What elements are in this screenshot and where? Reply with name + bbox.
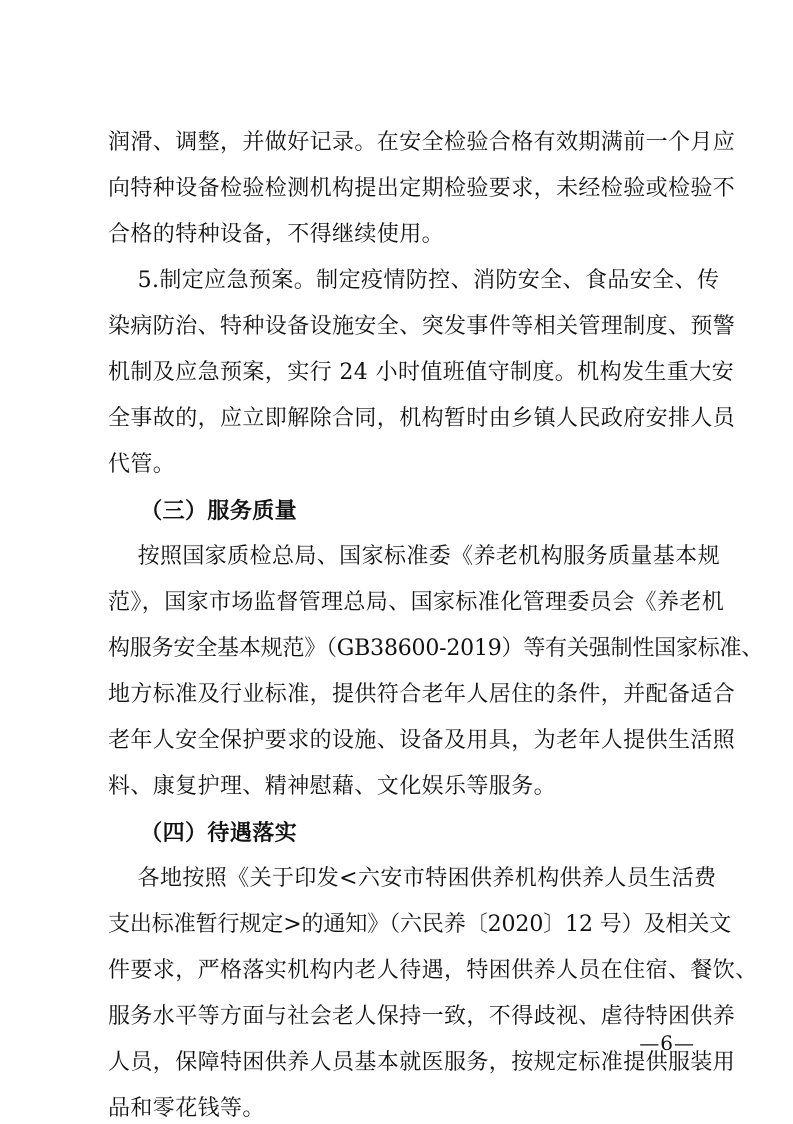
- body-text-line: 构服务安全基本规范》（GB38600-2019）等有关强制性国家标准、: [108, 636, 764, 661]
- body-text-line: 人员，保障特困供养人员基本就医服务，按规定标准提供服装用: [108, 1050, 736, 1075]
- body-text-line: 5.制定应急预案。制定疫情防控、消防安全、食品安全、传: [108, 268, 720, 293]
- body-text-line: 范》，国家市场监督管理总局、国家标准化管理委员会《养老机: [108, 590, 725, 615]
- body-text-line: 老年人安全保护要求的设施、设备及用具，为老年人提供生活照: [108, 728, 736, 753]
- body-text-line: 支出标准暂行规定>的通知》（六民养〔2020〕12 号）及相关文: [108, 912, 732, 937]
- body-text-line: 各地按照《关于印发<六安市特困供养机构供养人员生活费: [108, 866, 717, 891]
- body-text-line: 件要求，严格落实机构内老人待遇，特困供养人员在住宿、餐饮、: [108, 958, 758, 983]
- body-text-line: 服务水平等方面与社会老人保持一致，不得歧视、虐待特困供养: [108, 1004, 736, 1029]
- body-text-line: 料、康复护理、精神慰藉、文化娱乐等服务。: [108, 774, 557, 799]
- body-text-line: 代管。: [108, 452, 176, 477]
- body-text-line: 润滑、调整，并做好记录。在安全检验合格有效期满前一个月应: [108, 130, 736, 155]
- body-text-line: 染病防治、特种设备设施安全、突发事件等相关管理制度、预警: [108, 314, 736, 339]
- body-text-line: 全事故的，应立即解除合同，机构暂时由乡镇人民政府安排人员: [108, 406, 736, 431]
- body-text-line: 按照国家质检总局、国家标准委《养老机构服务质量基本规: [108, 544, 720, 569]
- body-text-line: 地方标准及行业标准，提供符合老年人居住的条件，并配备适合: [108, 682, 736, 707]
- body-text-line: 机制及应急预案，实行 24 小时值班值守制度。机构发生重大安: [108, 360, 734, 385]
- body-text-line: 品和零花钱等。: [108, 1096, 265, 1121]
- page-number: —6—: [639, 1031, 695, 1055]
- section-heading: （三）服务质量: [108, 498, 298, 524]
- section-heading: （四）待遇落实: [108, 820, 298, 846]
- body-text-line: 向特种设备检验检测机构提出定期检验要求，未经检验或检验不: [108, 176, 736, 201]
- body-text-line: 合格的特种设备，不得继续使用。: [108, 222, 445, 247]
